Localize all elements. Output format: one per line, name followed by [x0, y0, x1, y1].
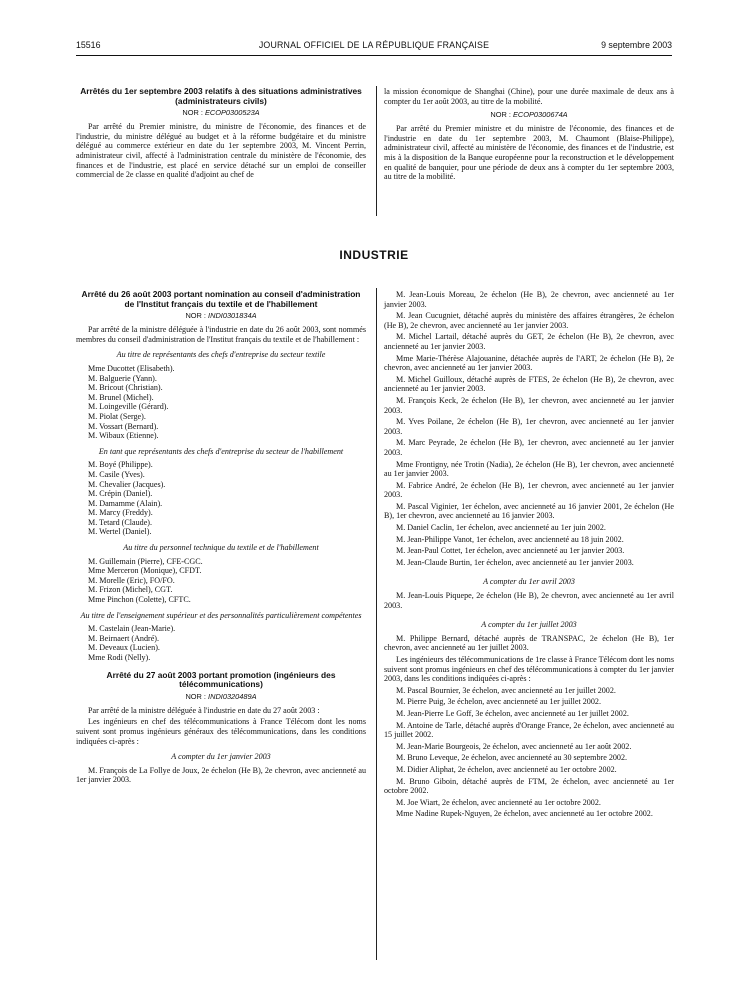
group-heading: Au titre de l'enseignement supérieur et des personnalités particulièrement compétentes [80, 610, 362, 620]
list-item: M. Wertel (Daniel). [88, 527, 152, 537]
list-item: M. Balguerie (Yann). [88, 373, 157, 383]
list-item: Mme Pinchon (Colette), CFTC. [88, 595, 191, 605]
list-item: M. Crépin (Daniel). [88, 489, 153, 499]
list-item: M. Marc Peyrade, 2e échelon (He B), 1er chevron, avec ancienneté au 1er janvier 2003. [384, 438, 674, 457]
nor-reference: NOR : INDI0320489A [185, 691, 257, 701]
list-item: M. Antoine de Tarle, détaché auprès d'Orange France, 2e échelon, avec ancienneté au 15 juillet 2002. [384, 720, 674, 740]
list-item: M. Jean-Louis Moreau, 2e échelon (He B), 2e chevron, avec ancienneté au 1er janvier 2003. [384, 290, 674, 309]
list-item: M. Piolat (Serge). [88, 411, 146, 421]
top-paragraph-1: Par arrêté du Premier ministre, du ministre de l'économie, des finances et de l'industrie, du ministre délégué au budget et à la réforme budgétaire et du ministre délégué au commerce extérieur en date du 1er septembre 2003, M. Vincent Perrin, administrateur civil, affecté à l'administration centrale du ministère de l'économie, des finances et de l'industrie, est placé en service détaché sur un emploi de conseiller commercial de 2e classe en qualité d'adjoint au chef de [76, 122, 366, 180]
list-item: M. Bricout (Christian). [88, 383, 163, 393]
name-list [76, 364, 366, 441]
list-item: M. Joe Wiart, 2e échelon, avec ancienneté au 1er octobre 2002. [396, 797, 601, 807]
main-right-column [384, 290, 674, 821]
list-item: Mme Nadine Rupek-Nguyen, 2e échelon, avec ancienneté au 1er octobre 2002. [396, 809, 653, 819]
name-list [76, 460, 366, 537]
top-left-column [76, 87, 366, 182]
list-item: M. Jean-Louis Piquepe, 2e échelon (He B), 2e chevron, avec ancienneté au 1er avril 2003. [384, 591, 674, 610]
nor-reference: NOR : ECOP0300523A [182, 108, 260, 118]
list-item: M. Fabrice André, 2e échelon (He B), 1er chevron, avec ancienneté au 1er janvier 2003. [384, 480, 674, 500]
list-item: Mme Ducottet (Elisabeth). [88, 363, 175, 373]
list-item: Mme Marie-Thérèse Alajouanine, détachée auprès de l'ART, 2e échelon (He B), 2e chevron, avec ancienneté au 1er janvier 2003. [384, 353, 674, 373]
group-heading: En tant que représentants des chefs d'entreprise du secteur de l'habillement [98, 446, 344, 456]
list-item: M. Frizon (Michel), CGT. [88, 585, 173, 595]
list-item: M. Chevalier (Jacques). [88, 479, 166, 489]
list-item: M. Jean-Philippe Vanot, 1er échelon, avec ancienneté au 18 juin 2002. [396, 534, 624, 544]
list-item: M. Brunel (Michel). [88, 392, 154, 402]
list-item: M. Pascal Viginier, 1er échelon, avec ancienneté au 16 janvier 2001, 2e échelon (He B), 1er chevron, avec ancienneté au 16 janvier 2003. [384, 501, 674, 521]
arrete2-paragraph-1: Par arrêté de la ministre déléguée à l'industrie en date du 27 août 2003 : [88, 705, 320, 715]
group-heading: Au titre du personnel technique du textile et de l'habillement [123, 543, 319, 553]
list-item: M. François Keck, 2e échelon (He B), 1er chevron, avec ancienneté au 1er janvier 2003. [384, 395, 674, 415]
section-title: INDUSTRIE [339, 248, 409, 262]
list-item: M. Deveaux (Lucien). [88, 643, 160, 653]
publication-date: 9 septembre 2003 [601, 40, 672, 50]
list-item: M. Loingeville (Gérard). [88, 402, 169, 412]
arrete2-paragraph-2: Les ingénieurs en chef des télécommunications à France Télécom dont les noms suivent sont promus ingénieurs généraux des télécommunications, dans les conditions indiquées ci-après : [76, 717, 366, 746]
group-heading: Au titre de représentants des chefs d'entreprise du secteur textile [116, 350, 326, 360]
nor-reference: NOR : ECOP0300674A [490, 110, 568, 120]
list-item: M. Tetard (Claude). [88, 517, 153, 527]
arrete1-title: Arrêté du 26 août 2003 portant nomination au conseil d'administration de l'Institut français du textile et de l'habillement [81, 289, 361, 309]
list-item: M. Castelain (Jean-Marie). [88, 624, 176, 634]
list-item: M. Pierre Puig, 3e échelon, avec ancienneté au 1er juillet 2002. [396, 697, 601, 707]
list-item: M. Jean Cucugniet, détaché auprès du ministère des affaires étrangères, 2e échelon (He B), 2e chevron, avec ancienneté au 1er janvier 2003. [384, 311, 674, 330]
list-item: M. Boyé (Philippe). [88, 460, 153, 470]
list-item: M. Beirnaert (André). [88, 633, 160, 643]
arrete1-intro: Par arrêté de la ministre déléguée à l'industrie en date du 26 août 2003, sont nommés membres du conseil d'administration de l'Institut français du textile et de l'habillement : [76, 325, 366, 344]
list-item: M. Michel Lartail, détaché auprès du GET, 2e échelon (He B), 2e chevron, avec ancienneté au 1er janvier 2003. [384, 332, 674, 351]
page-number: 15516 [76, 40, 101, 50]
list-item: M. Jean-Claude Burtin, 1er échelon, avec ancienneté au 1er janvier 2003. [396, 557, 634, 567]
main-left-column [76, 290, 366, 787]
promotion-paragraph: Les ingénieurs des télécommunications de 1re classe à France Télécom dont les noms suivent sont promus ingénieurs en chef des télécommunications à compter du 1er janvier 2003, dans les conditions indiquées ci-après : [384, 655, 674, 684]
list-item: M. Bruno Giboin, détaché auprès de FTM, 2e échelon, avec ancienneté au 1er octobre 2002. [384, 776, 674, 796]
arrete2-title: Arrêté du 27 août 2003 portant promotion (ingénieurs des télécommunications) [106, 669, 336, 690]
list-item: M. Bruno Leveque, 2e échelon, avec ancienneté au 30 septembre 2002. [396, 753, 628, 763]
list-item: M. Jean-Paul Cottet, 1er échelon, avec ancienneté au 1er janvier 2003. [396, 546, 625, 556]
list-item: M. Michel Guilloux, détaché auprès de FTES, 2e échelon (He B), 2e chevron, avec ancienneté au 1er janvier 2003. [384, 374, 674, 394]
list-item: M. François de La Follye de Joux, 2e échelon (He B), 2e chevron, avec ancienneté au 1er janvier 2003. [76, 765, 366, 785]
header-rule [76, 55, 672, 56]
list-item: M. Yves Poilane, 2e échelon (He B), 1er chevron, avec ancienneté au 1er janvier 2003. [384, 417, 674, 436]
list-item: M. Marcy (Freddy). [88, 508, 153, 518]
top-paragraph-2: Par arrêté du Premier ministre et du ministre de l'économie, des finances et de l'industrie en date du 1er septembre 2003, M. Chaumont (Blaise-Philippe), administrateur civil, affecté au ministère de l'économie, des finances et de l'industrie, est mis à la disposition de la Banque européenne pour la reconstruction et le développement en qualité de banquier, pour une période de deux ans à compter du 1er septembre 2003, au titre de la mobilité. [384, 124, 674, 182]
list-item: M. Morelle (Eric), FO/FO. [88, 575, 175, 585]
list-item: M. Daniel Caclin, 1er échelon, avec ancienneté au 1er juin 2002. [396, 523, 606, 533]
name-list [76, 624, 366, 662]
top-right-column [384, 87, 674, 184]
top-paragraph-1-continued: la mission économique de Shanghai (Chine), pour une durée maximale de deux ans à compter du 1er août 2003, au titre de la mobilité. [384, 87, 674, 106]
list-item: M. Jean-Pierre Le Goff, 3e échelon, avec ancienneté au 1er juillet 2002. [396, 708, 629, 718]
date-subheading: A compter du 1er juillet 2003 [481, 620, 577, 630]
list-item: M. Philippe Bernard, détaché auprès de TRANSPAC, 2e échelon (He B), 1er chevron, avec ancienneté au 1er juillet 2003. [384, 633, 674, 653]
date-subheading: A compter du 1er avril 2003 [483, 577, 575, 587]
list-item: Mme Frontigny, née Trotin (Nadia), 2e échelon (He B), 1er chevron, avec ancienneté au 1er janvier 2003. [384, 459, 674, 479]
name-list [76, 557, 366, 605]
column-divider [376, 288, 377, 960]
list-item: Mme Merceron (Monique), CFDT. [88, 566, 202, 576]
list-item: M. Jean-Marie Bourgeois, 2e échelon, avec ancienneté au 1er août 2002. [396, 741, 632, 751]
list-item: M. Pascal Bournier, 3e échelon, avec ancienneté au 1er juillet 2002. [396, 685, 616, 695]
date-subheading: A compter du 1er janvier 2003 [171, 752, 271, 762]
page-header [76, 40, 672, 54]
top-arrete-title: Arrêtés du 1er septembre 2003 relatifs à des situations administratives (administrateurs civils) [80, 86, 362, 106]
list-item: M. Vossart (Bernard). [88, 421, 159, 431]
column-divider [376, 86, 377, 216]
journal-title: JOURNAL OFFICIEL DE LA RÉPUBLIQUE FRANÇAISE [258, 40, 490, 50]
list-item: M. Damamme (Alain). [88, 498, 163, 508]
nor-reference: NOR : INDI0301834A [185, 311, 257, 321]
list-item: M. Wibaux (Etienne). [88, 431, 159, 441]
list-item: Mme Rodi (Nelly). [88, 653, 151, 662]
list-item: M. Casile (Yves). [88, 469, 145, 479]
list-item: M. Guillemain (Pierre), CFE-CGC. [88, 556, 203, 566]
list-item: M. Didier Aliphat, 2e échelon, avec ancienneté au 1er octobre 2002. [396, 764, 617, 774]
